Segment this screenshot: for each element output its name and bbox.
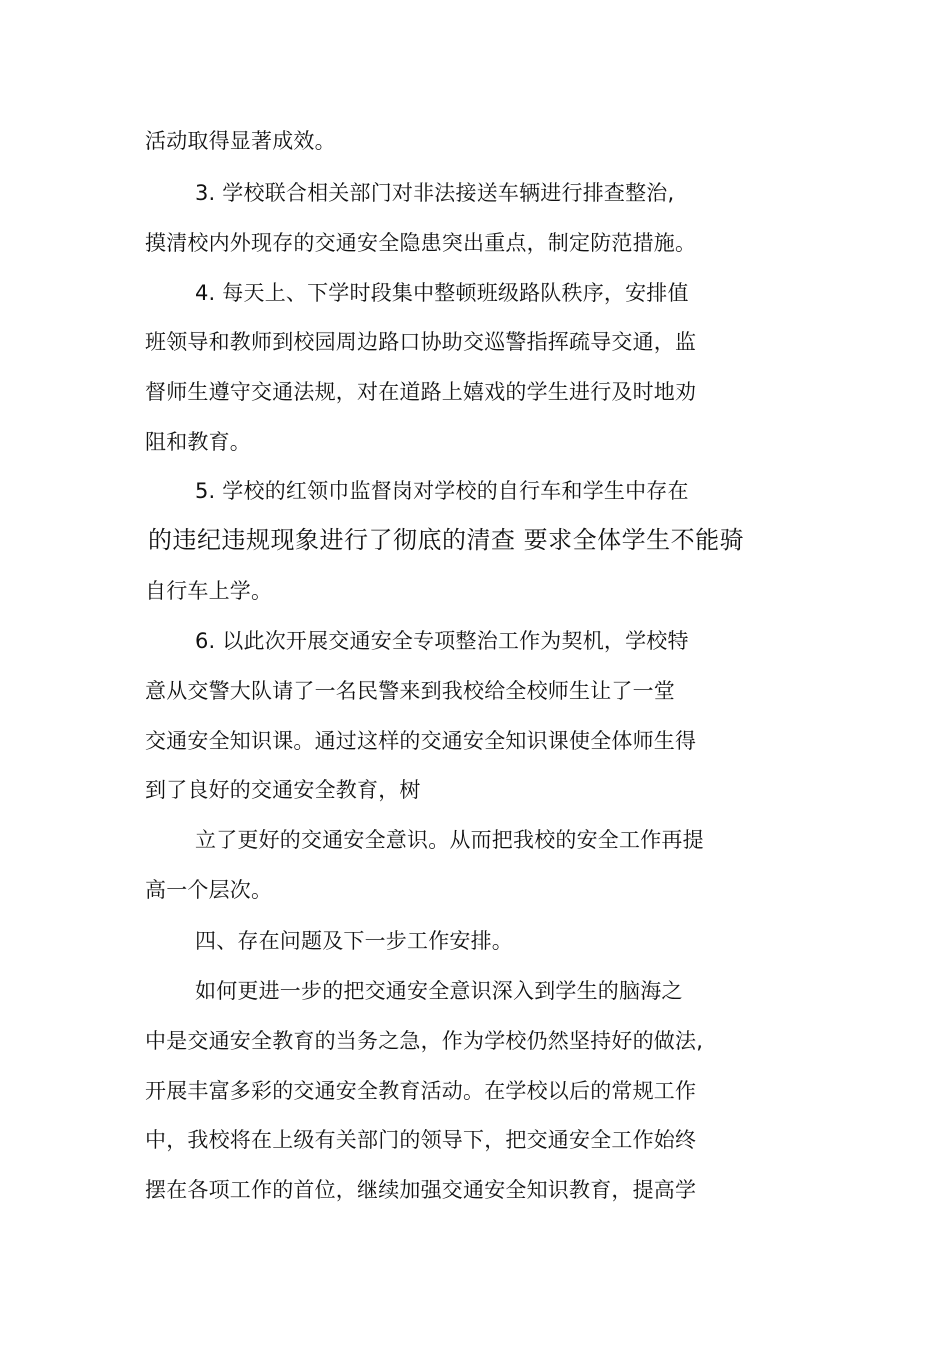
text-line-22: 摆在各项工作的首位，继续加强交通安全知识教育，提高学 [145,1178,697,1202]
text-line-20: 开展丰富多彩的交通安全教育活动。在学校以后的常规工作 [145,1079,697,1103]
text-line-2: 3. 学校联合相关部门对非法接送车辆进行排查整治, [195,181,675,205]
text-line-7: 阻和教育。 [145,430,251,454]
text-line-10: 自行车上学。 [145,579,273,603]
text-line-16: 高一个层次。 [145,878,273,902]
text-line-8: 5. 学校的红领巾监督岗对学校的自行车和学生中存在 [195,479,689,503]
text-line-11: 6. 以此次开展交通安全专项整治工作为契机，学校特 [195,629,689,653]
text-line-12: 意从交警大队请了一名民警来到我校给全校师生让了一堂 [145,679,675,703]
text-line-13: 交通安全知识课。通过这样的交通安全知识课使全体师生得 [145,729,697,753]
text-line-5: 班领导和教师到校园周边路口协助交巡警指挥疏导交通，监 [145,330,697,354]
text-line-15: 立了更好的交通安全意识。从而把我校的安全工作再提 [195,828,704,852]
text-line-14: 到了良好的交通安全教育，树 [145,778,421,802]
text-line-18: 如何更进一步的把交通安全意识深入到学生的脑海之 [195,979,683,1003]
text-line-6: 督师生遵守交通法规，对在道路上嬉戏的学生进行及时地劝 [145,380,697,404]
text-line-1: 活动取得显著成效。 [145,129,336,153]
text-line-21: 中，我校将在上级有关部门的领导下，把交通安全工作始终 [145,1128,697,1152]
text-line-4: 4. 每天上、下学时段集中整顿班级路队秩序，安排值 [195,281,689,305]
text-line-9: 的违纪违规现象进行了彻底的清查 要求全体学生不能骑 [148,526,745,554]
section-heading: 四、存在问题及下一步工作安排。 [195,929,513,953]
text-line-19: 中是交通安全教育的当务之急，作为学校仍然坚持好的做法, [145,1029,704,1053]
text-line-3: 摸清校内外现存的交通安全隐患突出重点，制定防范措施。 [145,231,697,255]
